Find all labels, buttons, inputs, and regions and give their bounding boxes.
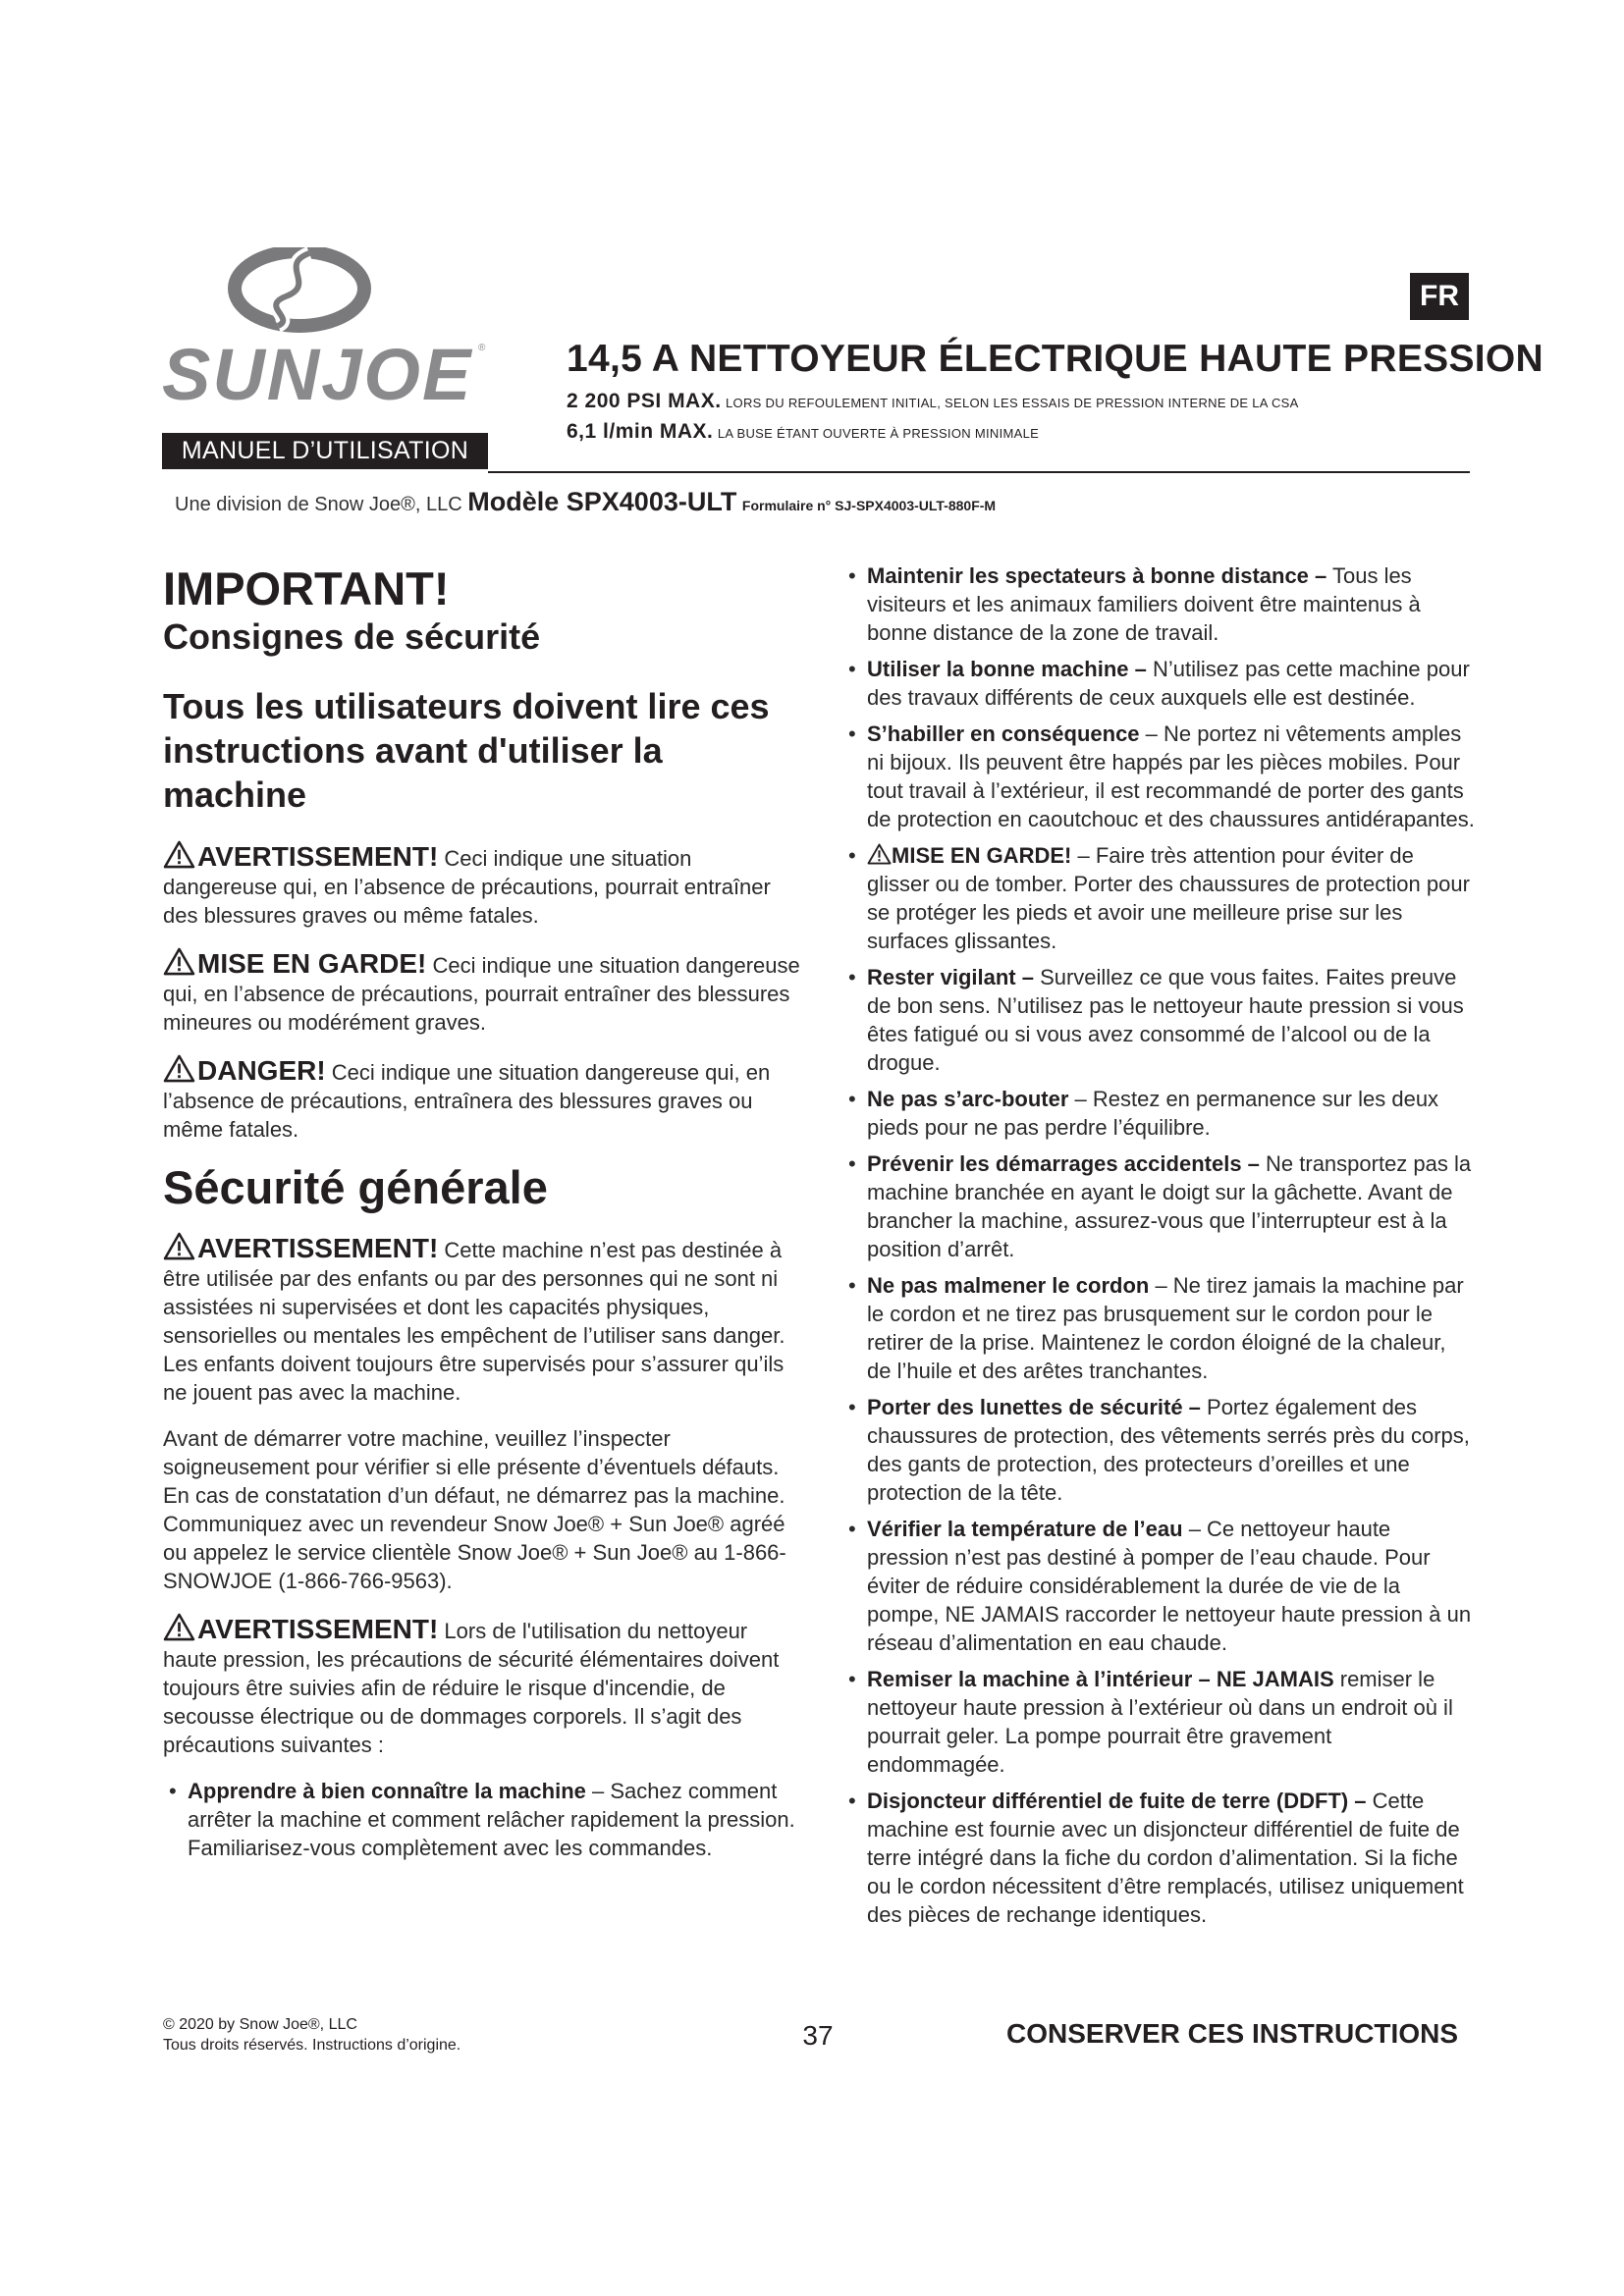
list-item-lead: Utiliser la bonne machine – [867,657,1147,681]
flow-spec [567,420,1480,444]
right-bullet-list [842,561,1476,1929]
children-warning-head: AVERTISSEMENT! [197,1233,439,1263]
list-item-text: – Faire très attention pour éviter de glisser ou de tomber. Porter des chaussures de protection pour se protéger les pieds et avoir une meilleure prise sur les surfaces glissantes. [867,843,1470,953]
warning-triangle-icon [163,947,195,976]
list-item-lead: Maintenir les spectateurs à bonne distance – [867,563,1327,588]
list-item-lead: Disjoncteur différentiel de fuite de terre (DDFT) – [867,1789,1367,1813]
list-item: • Apprendre à bien connaître la machine – Sachez comment arrêter la machine et comment relâcher rapidement la pression. Familiarisez-vous complètement avec les commandes. [169,1779,795,1860]
list-item-text: Cette machine est fournie avec un disjoncteur différentiel de fuite de terre intégré dans la fiche du cordon d’alimentation. Si la fiche ou le cordon nécessitent d’être remplacés, utilisez uniquement des pièces de rechange identiques. [867,1789,1464,1927]
list-item: • Vérifier la température de l’eau – Ce nettoyeur haute pression n’est pas destiné à pomper de l’eau chaude. Pour éviter de réduire considérablement la durée de vie de la pompe, NE JAMAIS raccorder le nettoyeur haute pression à un réseau d’alimentation en eau chaude. [848,1517,1472,1655]
list-item-lead: Apprendre à bien connaître la machine [188,1779,586,1803]
alert-caution-head: MISE EN GARDE! [197,948,427,979]
precautions-warning [163,1613,807,1759]
list-item-text: – Sachez comment arrêter la machine et comment relâcher rapidement la pression. Familiarisez-vous complètement avec les commandes. [188,1779,795,1860]
svg-text:®: ® [478,343,486,353]
alert-caution [163,947,807,1037]
list-item-lead: Porter des lunettes de sécurité – [867,1395,1201,1419]
list-item-lead: Vérifier la température de l’eau [867,1517,1183,1541]
list-item: • Rester vigilant – Surveillez ce que vous faites. Faites preuve de bon sens. N’utilisez pas le nettoyeur haute pression si vous êtes fatigué ou si vous avez consommé de l’alcool ou de la drogue. [848,965,1464,1075]
list-item: • Utiliser la bonne machine – N’utilisez pas cette machine pour des travaux différents de ceux auxquels elle est destinée. [848,657,1470,710]
list-item-lead: Ne pas malmener le cordon [867,1273,1150,1298]
user-manual-banner: MANUEL D’UTILISATION [162,433,488,469]
pressure-spec-note: LORS DU REFOULEMENT INITIAL, SELON LES ESSAIS DE PRESSION INTERNE DE LA CSA [726,396,1299,410]
list-item: • S’habiller en conséquence – Ne portez ni vêtements amples ni bijoux. Ils peuvent être happés par les pièces mobiles. Pour tout travail à l’extérieur, il est recommandé de porter des gants de protection en caoutchouc et des chaussures antidérapantes. [848,721,1475,831]
right-column [842,561,1476,1937]
read-all-heading: Tous les utilisateurs doivent lire ces instructions avant d'utiliser la machine [163,686,770,815]
left-column [163,562,807,1870]
warning-triangle-icon [163,840,195,869]
list-item-text: – Ne tirez jamais la machine par le cordon et ne tirez pas brusquement sur le cordon pour le retirer de la prise. Maintenez le cordon éloigné de la chaleur, de l’huile et des arêtes tranchantes. [867,1273,1464,1383]
warning-triangle-icon [163,1613,195,1641]
precautions-warning-head: AVERTISSEMENT! [197,1614,439,1644]
product-title: 14,5 A NETTOYEUR ÉLECTRIQUE HAUTE PRESSION [567,338,1543,380]
inspect-paragraph: Avant de démarrer votre machine, veuillez l’inspecter soigneusement pour vérifier si elle présente d’éventuels défauts. En cas de constatation d’un défaut, ne démarrez pas la machine. Communiquez avec un revendeur Snow Joe® + Sun Joe® agréé ou appelez le service clientèle Snow Joe® + Sun Joe® au 1-866-SNOWJOE (1-866-766-9563). [163,1426,786,1593]
list-item: • Disjoncteur différentiel de fuite de terre (DDFT) – Cette machine est fournie avec un disjoncteur différentiel de fuite de terre intégré dans la fiche du cordon d’alimentation. Si la fiche ou le cordon nécessitent d’être remplacés, utilisez uniquement des pièces de rechange identiques. [848,1789,1464,1927]
rights-line: Tous droits réservés. Instructions d’origine. [163,2037,461,2054]
pressure-spec [567,390,1480,413]
list-item-lead: MISE EN GARDE! [892,843,1072,868]
children-warning-text: Cette machine n’est pas destinée à être utilisée par des enfants ou par des personnes qui ne sont ni assistées ni supervisées et dont les capacités physiques, sensorielles ou mentales les empêchent de l’utiliser sans danger. Les enfants doivent toujours être supervisés pour s’assurer qu’ils ne jouent pas avec la machine. [163,1238,785,1405]
general-safety-heading: Sécurité générale [163,1161,548,1213]
list-item: • Maintenir les spectateurs à bonne distance – Tous les visiteurs et les animaux familiers doivent être maintenus à bonne distance de la zone de travail. [848,563,1421,645]
list-item-lead: S’habiller en conséquence [867,721,1140,746]
sunjoe-logo [162,247,496,414]
list-item: • Ne pas malmener le cordon – Ne tirez jamais la machine par le cordon et ne tirez pas brusquement sur le cordon pour le retirer de la prise. Maintenez le cordon éloigné de la chaleur, de l’huile et des arêtes tranchantes. [848,1273,1464,1383]
alert-danger-head: DANGER! [197,1055,326,1086]
alert-danger-text: Ceci indique une situation dangereuse qui, en l’absence de précautions, entraînera des blessures graves ou même fatales. [163,1060,771,1142]
page-number: 37 [802,2020,834,2051]
model-number: Modèle SPX4003-ULT [467,487,737,516]
pressure-spec-value: 2 200 PSI MAX. [567,390,722,412]
division-line [175,487,1451,517]
logo-wordmark: SUNJOE [162,334,473,414]
children-warning [163,1232,807,1407]
list-item-text: Portez également des chaussures de protection, des vêtements serrés près du corps, des gants de protection, des protecteurs d’oreilles et une protection de la tête. [867,1395,1470,1505]
list-item-text: remiser le nettoyeur haute pression à l’extérieur où dans un endroit où il pourrait geler. La pompe pourrait être gravement endommagée. [867,1667,1453,1777]
list-item-text: – Ce nettoyeur haute pression n’est pas destiné à pomper de l’eau chaude. Pour éviter de réduire considérablement la durée de vie de la pompe, NE JAMAIS raccorder le nettoyeur haute pression à un réseau d’alimentation en eau chaude. [867,1517,1472,1655]
list-item-text: N’utilisez pas cette machine pour des travaux différents de ceux auxquels elle est destinée. [867,657,1470,710]
alert-warning-text: Ceci indique une situation dangereuse qui, en l’absence de précautions, pourrait entraîner des blessures graves ou même fatales. [163,846,771,928]
flow-spec-note: LA BUSE ÉTANT OUVERTE À PRESSION MINIMALE [717,426,1040,441]
list-item-text: Surveillez ce que vous faites. Faites preuve de bon sens. N’utilisez pas le nettoyeur haute pression si vous êtes fatigué ou si vous avez consommé de l’alcool ou de la drogue. [867,965,1464,1075]
list-item-text: – Ne portez ni vêtements amples ni bijoux. Ils peuvent être happés par les pièces mobiles. Pour tout travail à l’extérieur, il est recommandé de porter des gants de protection en caoutchouc et des chaussures antidérapantes. [867,721,1475,831]
warning-triangle-icon [163,1232,195,1260]
alert-danger [163,1054,807,1144]
list-item-lead: Remiser la machine à l’intérieur – NE JAMAIS [867,1667,1334,1691]
list-item: • Ne pas s’arc-bouter – Restez en permanence sur les deux pieds pour ne pas perdre l’équilibre. [848,1087,1439,1140]
copyright-line: © 2020 by Snow Joe®, LLC [163,2016,357,2033]
form-number: Formulaire n° SJ-SPX4003-ULT-880F-M [741,498,997,513]
copyright-notice [163,2014,460,2056]
list-item-text: – Restez en permanence sur les deux pieds pour ne pas perdre l’équilibre. [867,1087,1439,1140]
logo-swoosh-icon [235,251,364,326]
safety-subheading: Consignes de sécurité [163,616,541,657]
list-item-text: Tous les visiteurs et les animaux familiers doivent être maintenus à bonne distance de la zone de travail. [867,563,1421,645]
list-item-lead: Prévenir les démarrages accidentels – [867,1151,1260,1176]
list-item: • Porter des lunettes de sécurité – Portez également des chaussures de protection, des vêtements serrés près du corps, des gants de protection, des protecteurs d’oreilles et une protection de la tête. [848,1395,1470,1505]
keep-instructions-label: CONSERVER CES INSTRUCTIONS [1006,2018,1458,2049]
important-heading: IMPORTANT! [163,562,450,614]
warning-triangle-icon [163,1054,195,1083]
alert-caution-text: Ceci indique une situation dangereuse qui, en l’absence de précautions, pourrait entraîner des blessures mineures ou modérément graves. [163,953,800,1035]
list-item-text: Ne transportez pas la machine branchée en ayant le doigt sur la gâchette. Avant de brancher la machine, assurez-vous que l’interrupteur est à la position d’arrêt. [867,1151,1472,1261]
language-badge: FR [1410,273,1469,320]
list-item: • Remiser la machine à l’intérieur – NE JAMAIS remiser le nettoyeur haute pression à l’extérieur où dans un endroit où il pourrait geler. La pompe pourrait être gravement endommagée. [848,1667,1453,1777]
division-text: Une division de Snow Joe®, LLC [175,494,462,515]
left-bullet-list [163,1777,807,1862]
precautions-warning-text: Lors de l'utilisation du nettoyeur haute pression, les précautions de sécurité élémentaires doivent toujours être suivies afin de réduire le risque d'incendie, de secousse électrique ou de dommages corporels. Il s’agit des précautions suivantes : [163,1619,780,1757]
warning-triangle-icon [867,843,892,865]
alert-warning [163,840,807,930]
list-item: • MISE EN GARDE! – Faire très attention pour éviter de glisser ou de tomber. Porter des chaussures de protection pour se protéger les pieds et avoir une meilleure prise sur les surfaces glissantes. [848,843,1470,953]
header-divider [488,471,1470,473]
list-item-lead: Ne pas s’arc-bouter [867,1087,1069,1111]
flow-spec-value: 6,1 l/min MAX. [567,420,714,443]
alert-warning-head: AVERTISSEMENT! [197,841,439,872]
list-item-lead: Rester vigilant – [867,965,1034,989]
list-item: • Prévenir les démarrages accidentels – Ne transportez pas la machine branchée en ayant le doigt sur la gâchette. Avant de brancher la machine, assurez-vous que l’interrupteur est à la position d’arrêt. [848,1151,1472,1261]
